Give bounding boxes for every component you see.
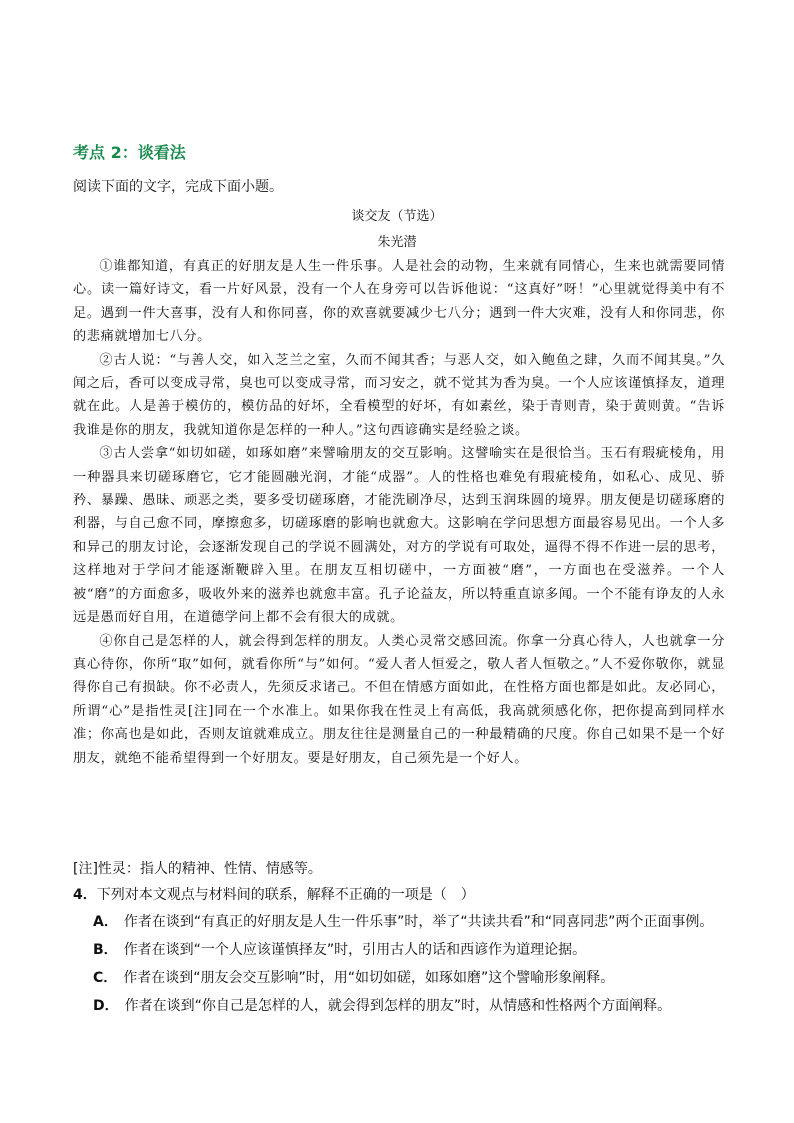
option-letter: A． bbox=[93, 914, 118, 930]
option-d[interactable] bbox=[93, 996, 713, 1024]
option-text: 作者在谈到“一个人应该谨慎择友”时，引用古人的话和西谚作为道理论据。 bbox=[123, 942, 587, 958]
article-paragraph-4: ④你自己是怎样的人，就会得到怎样的朋友。人类心灵常交感回流。你拿一分真心待人，人也就拿一分真心待你，你所“取”如何，就看你所“与”如何。“爱人者人恒爱之，敬人者人恒敬之。”人不爱你敬你，就显得你自己有损缺。你不必责人，先须反求诸己。不但在情感方面如此，在性格方面也都是如此。友必同心，所谓“心”是指性灵[注]同在一个水准上。如果你我在性灵上有高低，我高就须感化你，把你提高到同样水准；你高也是如此，否则友谊就难成立。朋友往往是测量自己的一种最精确的尺度。你自己如果不是一个好朋友，就绝不能希望得到一个好朋友。要是好朋友，自己须先是一个好人。 bbox=[73, 633, 725, 766]
option-c[interactable] bbox=[93, 968, 713, 996]
option-letter: C． bbox=[93, 970, 118, 986]
option-text: 作者在谈到“你自己是怎样的人，就会得到怎样的朋友”时，从情感和性格两个方面阐释。 bbox=[124, 998, 672, 1014]
article-paragraph-1: ①谁都知道，有真正的好朋友是人生一件乐事。人是社会的动物，生来就有同情心，生来也就需要同情心。读一篇好诗文，看一片好风景，没有一个人在身旁可以告诉他说：“这真好”呀！”心里就觉得美中有不足。遇到一件大喜事，没有人和你同喜，你的欢喜就要减少七八分；遇到一件大灾难，没有人和你同悲，你的悲痛就增加七八分。 bbox=[73, 259, 725, 345]
reading-instruction: 阅读下面的文字，完成下面小题。 bbox=[73, 179, 283, 195]
option-b[interactable] bbox=[93, 940, 713, 968]
article-body bbox=[73, 255, 725, 770]
article-author: 朱光潜 bbox=[377, 235, 417, 250]
answer-options bbox=[93, 912, 713, 1024]
option-text: 作者在谈到“有真正的好朋友是人生一件乐事”时，举了“共读共看”和“同喜同悲”两个正面事例。 bbox=[123, 914, 714, 930]
footnote: [注]性灵：指人的精神、性情、情感等。 bbox=[73, 861, 322, 877]
question-text: 下列对本文观点与材料间的联系，解释不正确的一项是（ ） bbox=[96, 887, 475, 903]
article-title: 谈交友（节选） bbox=[351, 209, 443, 224]
option-text: 作者在谈到“朋友会交互影响”时，用“如切如磋，如琢如磨”这个譬喻形象阐释。 bbox=[123, 970, 615, 986]
option-a[interactable] bbox=[93, 912, 713, 940]
option-letter: B． bbox=[93, 942, 118, 958]
section-title: 考点 2：谈看法 bbox=[73, 143, 186, 162]
question-number: 4． bbox=[73, 887, 97, 903]
question-stem bbox=[73, 884, 475, 904]
article-paragraph-3: ③古人尝拿“如切如磋，如琢如磨”来譬喻朋友的交互影响。这譬喻实在是很恰当。玉石有瑕疵棱角，用一种器具来切磋琢磨它，它才能圆融光润，才能“成器”。人的性格也难免有瑕疵棱角，如私心、成见、骄矜、暴躁、愚昧、顽恶之类，要多受切磋琢磨，才能洗刷净尽，达到玉润珠圆的境界。朋友便是切磋琢磨的利器，与自己愈不同，摩擦愈多，切磋琢磨的影响也就愈大。这影响在学问思想方面最容易见出。一个人多和异己的朋友讨论，会逐渐发现自己的学说不圆满处，对方的学说有可取处，逼得不得不作进一层的思考，这样地对于学问才能逐渐鞭辟入里。在朋友互相切磋中，一方面被“磨”，一方面也在受滋养。一个人被“磨”的方面愈多，吸收外来的滋养也就愈丰富。孔子论益友，所以特重直谅多闻。一个不能有诤友的人永远是愚而好自用，在道德学问上都不会有很大的成就。 bbox=[73, 446, 725, 626]
article-paragraph-2: ②古人说：“与善人交，如入芝兰之室，久而不闻其香；与恶人交，如入鲍鱼之肆，久而不闻其臭。”久闻之后，香可以变成寻常，臭也可以变成寻常，而习安之，就不觉其为香为臭。一个人应该谨慎择友，道理就在此。人是善于模仿的，模仿品的好坏，全看模型的好坏，有如素丝，染于青则青，染于黄则黄。“告诉我谁是你的朋友，我就知道你是怎样的一种人。”这句西谚确实是经验之谈。 bbox=[73, 352, 725, 438]
option-letter: D． bbox=[93, 998, 119, 1014]
